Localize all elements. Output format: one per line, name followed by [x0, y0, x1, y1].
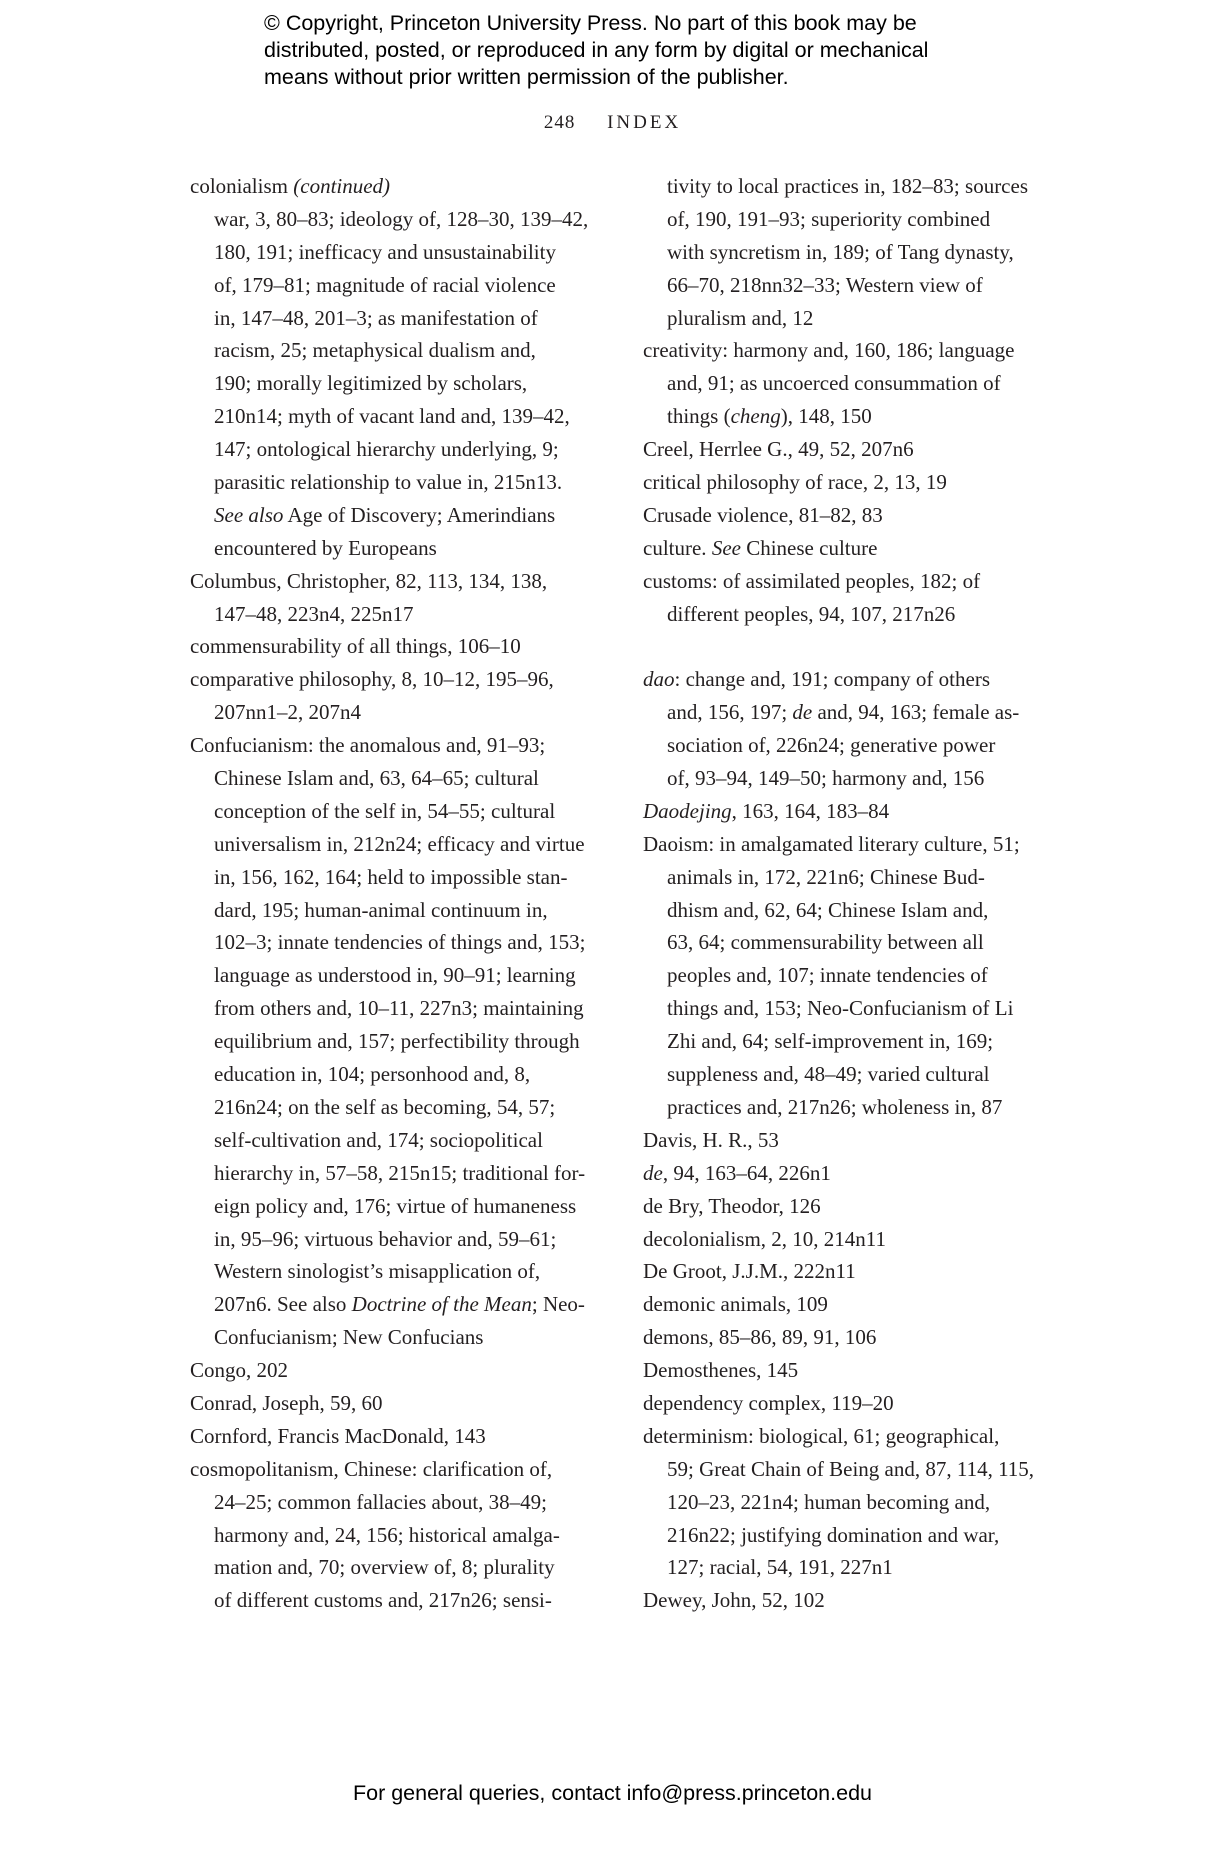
entry-text: 24–25; common fallacies about, 38–49;: [214, 1489, 548, 1514]
index-entry-heading: [643, 1157, 1034, 1190]
entry-text: in, 95–96; virtuous behavior and, 59–61;: [214, 1226, 557, 1251]
index-subentry-line: [643, 1453, 1034, 1486]
italic-text: See also: [214, 502, 284, 527]
index-entry-heading: [643, 663, 1034, 696]
entry-text: dependency complex, 119–20: [643, 1390, 894, 1415]
entry-text: and, 156, 197;: [667, 700, 793, 725]
index-entry-heading: [190, 1420, 588, 1453]
index-entry: [643, 1288, 1034, 1321]
index-subentry-line: [190, 959, 588, 992]
entry-text: parasitic relationship to value in, 215n13.: [214, 470, 563, 495]
index-entry-heading: [643, 334, 1034, 367]
entry-text: Confucianism: the anomalous and, 91–93;: [190, 733, 546, 758]
entry-text: in, 156, 162, 164; held to impossible stan-: [214, 864, 568, 889]
entry-text: 59; Great Chain of Being and, 87, 114, 115,: [667, 1456, 1035, 1481]
entry-text: harmony and, 24, 156; historical amalga-: [214, 1522, 560, 1547]
index-entry: [190, 1387, 588, 1420]
index-entry-heading: [643, 1387, 1034, 1420]
entry-text: Creel, Herrlee G., 49, 52, 207n6: [643, 437, 914, 462]
index-subentry-line: [190, 1321, 588, 1354]
entry-text: and, 94, 163; female as-: [812, 700, 1020, 725]
entry-text: dhism and, 62, 64; Chinese Islam and,: [667, 897, 989, 922]
entry-text: 120–23, 221n4; human becoming and,: [667, 1489, 991, 1514]
entry-text: from others and, 10–11, 227n3; maintaining: [214, 996, 584, 1021]
entry-text: Daoism: in amalgamated literary culture, 51;: [643, 831, 1020, 856]
entry-text: 207n6. See also: [214, 1292, 352, 1317]
index-subentry-line: [190, 861, 588, 894]
index-entry-heading: [190, 1453, 588, 1486]
entry-text: De Groot, J.J.M., 222n11: [643, 1259, 856, 1284]
index-subentry-line: [190, 598, 588, 631]
entry-text: 127; racial, 54, 191, 227n1: [667, 1555, 893, 1580]
index-entry: [643, 1124, 1034, 1157]
index-entry: [190, 565, 588, 631]
index-subentry-line: [190, 1255, 588, 1288]
index-letter-group: [643, 170, 1034, 630]
entry-text: , 163, 164, 183–84: [731, 798, 890, 823]
index-subentry-line: [190, 894, 588, 927]
index-entry: [643, 170, 1034, 334]
italic-text: de: [792, 700, 813, 725]
entry-text: self-cultivation and, 174; sociopolitical: [214, 1127, 543, 1152]
entry-text: language as understood in, 90–91; learning: [214, 963, 576, 988]
entry-text: racism, 25; metaphysical dualism and,: [214, 338, 536, 363]
entry-text: critical philosophy of race, 2, 13, 19: [643, 470, 947, 495]
index-subentry-line: [190, 203, 588, 236]
index-subentry-line: [190, 400, 588, 433]
entry-text: 190; morally legitimized by scholars,: [214, 371, 528, 396]
index-subentry-line: [190, 334, 588, 367]
index-subentry-line: [190, 1288, 588, 1321]
entry-text: customs: of assimilated peoples, 182; of: [643, 568, 981, 593]
index-subentry-line: [190, 1584, 588, 1617]
copyright-line: means without prior written permission of the publisher.: [264, 65, 789, 89]
footer-contact: For general queries, contact info@press.princeton.edu: [352, 1781, 872, 1805]
index-entry: [643, 1584, 1034, 1617]
index-entry-heading: [190, 630, 588, 663]
index-entry-heading: [643, 1420, 1034, 1453]
index-entry: [643, 663, 1034, 795]
index-subentry-line: [643, 762, 1034, 795]
page-number: 248: [543, 112, 576, 133]
index-entry: [643, 795, 1034, 828]
index-subentry-line: [190, 1058, 588, 1091]
index-entry-heading: [643, 532, 1034, 565]
index-entry: [190, 170, 588, 565]
entry-text: 207nn1–2, 207n4: [214, 700, 361, 725]
index-subentry-line: [643, 894, 1034, 927]
entry-text: Confucianism; New Confucians: [214, 1325, 484, 1350]
entry-text: animals in, 172, 221n6; Chinese Bud-: [667, 864, 985, 889]
index-subentry-line: [190, 1091, 588, 1124]
index-subentry-line: [643, 926, 1034, 959]
index-subentry-line: [190, 696, 588, 729]
index-entry: [643, 1420, 1034, 1584]
index-entry: [190, 663, 588, 729]
index-subentry-line: [643, 302, 1034, 335]
index-subentry-line: [190, 236, 588, 269]
index-column-left: [190, 170, 588, 1617]
entry-text: 66–70, 218nn32–33; Western view of: [667, 272, 983, 297]
index-entry-heading: [643, 466, 1034, 499]
index-subentry-line: [190, 1223, 588, 1256]
entry-text: Chinese Islam and, 63, 64–65; cultural: [214, 766, 539, 791]
entry-text: Dewey, John, 52, 102: [643, 1588, 825, 1613]
index-subentry-line: [643, 203, 1034, 236]
index-column-right: [643, 170, 1034, 1617]
index-entry: [643, 1223, 1034, 1256]
index-entry: [643, 1190, 1034, 1223]
index-entry-heading: [190, 1354, 588, 1387]
index-entry: [643, 1321, 1034, 1354]
italic-text: Daodejing: [643, 798, 732, 823]
entry-text: 147; ontological hierarchy underlying, 9;: [214, 437, 559, 462]
index-subentry-line: [643, 269, 1034, 302]
entry-text: eign policy and, 176; virtue of humaneness: [214, 1193, 577, 1218]
running-head: [0, 112, 1225, 134]
index-subentry-line: [643, 236, 1034, 269]
entry-text: Cornford, Francis MacDonald, 143: [190, 1423, 486, 1448]
index-subentry-line: [190, 1551, 588, 1584]
index-entry-heading: [190, 170, 588, 203]
entry-text: Columbus, Christopher, 82, 113, 134, 138,: [190, 568, 548, 593]
entry-text: pluralism and, 12: [667, 305, 814, 330]
entry-text: Conrad, Joseph, 59, 60: [190, 1390, 383, 1415]
index-entry: [643, 1387, 1034, 1420]
index-subentry-line: [643, 1025, 1034, 1058]
index-entry: [643, 1157, 1034, 1190]
entry-text: 102–3; innate tendencies of things and, 153;: [214, 930, 586, 955]
index-subentry-line: [190, 499, 588, 532]
index-subentry-line: [643, 861, 1034, 894]
index-entry-heading: [643, 828, 1034, 861]
index-subentry-line: [190, 1486, 588, 1519]
entry-text: culture.: [643, 535, 712, 560]
entry-text: hierarchy in, 57–58, 215n15; traditional for-: [214, 1160, 586, 1185]
index-subentry-line: [643, 729, 1034, 762]
italic-text: cheng: [730, 404, 781, 429]
entry-text: practices and, 217n26; wholeness in, 87: [667, 1094, 1003, 1119]
index-entry-heading: [643, 795, 1034, 828]
entry-text: mation and, 70; overview of, 8; plurality: [214, 1555, 555, 1580]
entry-text: demons, 85–86, 89, 91, 106: [643, 1325, 877, 1350]
section-title: INDEX: [607, 112, 682, 133]
index-entry-heading: [643, 1321, 1034, 1354]
italic-text: de: [643, 1160, 663, 1185]
copyright-line: © Copyright, Princeton University Press. No part of this book may be: [264, 11, 917, 35]
index-entry: [190, 630, 588, 663]
index-subentry-line: [190, 1190, 588, 1223]
index-subentry-line: [190, 1157, 588, 1190]
index-subentry-line: [643, 1519, 1034, 1552]
italic-text: See: [711, 535, 741, 560]
entry-text: Age of Discovery; Amerindians: [283, 502, 556, 527]
index-entry: [190, 1453, 588, 1617]
index-entry: [643, 828, 1034, 1124]
entry-text: tivity to local practices in, 182–83; sources: [667, 174, 1028, 198]
index-subentry-line: [190, 433, 588, 466]
index-subentry-line: [190, 926, 588, 959]
entry-text: with syncretism in, 189; of Tang dynasty,: [667, 239, 1014, 264]
index-entry-heading: [643, 1584, 1034, 1617]
index-entry-heading: [643, 433, 1034, 466]
entry-text: sociation of, 226n24; generative power: [667, 733, 996, 758]
index-entry: [643, 433, 1034, 466]
index-subentry-line: [643, 400, 1034, 433]
entry-text: comparative philosophy, 8, 10–12, 195–96,: [190, 667, 554, 692]
index-entry-heading: [643, 1190, 1034, 1223]
index-entry: [643, 334, 1034, 433]
entry-text: universalism in, 212n24; efficacy and virtue: [214, 831, 585, 856]
entry-text: suppleness and, 48–49; varied cultural: [667, 1062, 990, 1087]
index-letter-group: [190, 170, 588, 1617]
index-entry: [643, 1354, 1034, 1387]
entry-text: Chinese culture: [740, 535, 878, 560]
entry-text: of different customs and, 217n26; sensi-: [214, 1588, 552, 1613]
entry-text: : change and, 191; company of others: [674, 667, 990, 692]
index-subentry-line: [190, 367, 588, 400]
entry-text: Demosthenes, 145: [643, 1358, 799, 1383]
index-subentry-line: [190, 1519, 588, 1552]
index-entry-heading: [643, 1354, 1034, 1387]
entry-text: and, 91; as uncoerced consummation of: [667, 371, 1001, 396]
entry-text: 63, 64; commensurability between all: [667, 930, 984, 955]
index-subentry-line: [643, 367, 1034, 400]
entry-text: Crusade violence, 81–82, 83: [643, 502, 883, 527]
entry-text: war, 3, 80–83; ideology of, 128–30, 139–42,: [214, 206, 589, 231]
entry-text: conception of the self in, 54–55; cultural: [214, 798, 556, 823]
index-entry-heading: [643, 1288, 1034, 1321]
index-subentry-line: [190, 795, 588, 828]
entry-text: 216n22; justifying domination and war,: [667, 1522, 1000, 1547]
entry-text: Zhi and, 64; self-improvement in, 169;: [667, 1029, 994, 1054]
entry-text: colonialism: [190, 174, 294, 198]
entry-text: demonic animals, 109: [643, 1292, 828, 1317]
index-subentry-line: [643, 170, 1034, 203]
index-subentry-line: [190, 302, 588, 335]
index-subentry-line: [190, 269, 588, 302]
entry-text: of, 190, 191–93; superiority combined: [667, 206, 991, 231]
index-subentry-line: [643, 1091, 1034, 1124]
index-entry-heading: [643, 565, 1034, 598]
index-subentry-line: [643, 959, 1034, 992]
italic-text: (continued): [293, 174, 391, 198]
index-letter-group: [643, 663, 1034, 1617]
index-subentry-line: [643, 1551, 1034, 1584]
index-subentry-line: [643, 598, 1034, 631]
entry-text: Western sinologist’s misapplication of,: [214, 1259, 541, 1284]
index-entry-heading: [643, 1223, 1034, 1256]
entry-text: of, 179–81; magnitude of racial violence: [214, 272, 556, 297]
index-subentry-line: [190, 992, 588, 1025]
index-entry-heading: [643, 499, 1034, 532]
index-subentry-line: [190, 466, 588, 499]
index-subentry-line: [190, 532, 588, 565]
entry-text: encountered by Europeans: [214, 535, 437, 560]
index-entry: [190, 1420, 588, 1453]
entry-text: dard, 195; human-animal continuum in,: [214, 897, 548, 922]
index-entry-heading: [643, 1124, 1034, 1157]
entry-text: different peoples, 94, 107, 217n26: [667, 601, 956, 626]
index-entry: [643, 499, 1034, 532]
italic-text: Doctrine of the Mean: [351, 1292, 532, 1317]
index-entry: [643, 565, 1034, 631]
index-subentry-line: [643, 1058, 1034, 1091]
entry-text: Davis, H. R., 53: [643, 1127, 779, 1152]
entry-text: cosmopolitanism, Chinese: clarification of,: [190, 1456, 553, 1481]
entry-text: creativity: harmony and, 160, 186; language: [643, 338, 1015, 363]
entry-text: , 94, 163–64, 226n1: [662, 1160, 831, 1185]
entry-text: things (: [667, 404, 731, 429]
index-entry: [643, 1255, 1034, 1288]
entry-text: of, 93–94, 149–50; harmony and, 156: [667, 766, 985, 791]
index-entry-heading: [190, 663, 588, 696]
index-entry: [190, 729, 588, 1354]
entry-text: ; Neo-: [531, 1292, 585, 1317]
index-entry: [643, 466, 1034, 499]
entry-text: 210n14; myth of vacant land and, 139–42,: [214, 404, 570, 429]
entry-text: determinism: biological, 61; geographical,: [643, 1423, 1000, 1448]
entry-text: de Bry, Theodor, 126: [643, 1193, 821, 1218]
index-entry-heading: [643, 1255, 1034, 1288]
entry-text: commensurability of all things, 106–10: [190, 634, 521, 659]
index-entry-heading: [190, 729, 588, 762]
entry-text: things and, 153; Neo-Confucianism of Li: [667, 996, 1014, 1021]
entry-text: decolonialism, 2, 10, 214n11: [643, 1226, 887, 1251]
index-entry: [190, 1354, 588, 1387]
index-subentry-line: [190, 1124, 588, 1157]
entry-text: 180, 191; inefficacy and unsustainability: [214, 239, 556, 264]
entry-text: in, 147–48, 201–3; as manifestation of: [214, 305, 538, 330]
index-subentry-line: [190, 1025, 588, 1058]
italic-text: dao: [643, 667, 675, 692]
entry-text: 216n24; on the self as becoming, 54, 57;: [214, 1094, 556, 1119]
index-subentry-line: [190, 762, 588, 795]
index-subentry-line: [190, 828, 588, 861]
entry-text: peoples and, 107; innate tendencies of: [667, 963, 988, 988]
entry-text: 147–48, 223n4, 225n17: [214, 601, 414, 626]
copyright-notice: [264, 10, 928, 91]
index-subentry-line: [643, 1486, 1034, 1519]
entry-text: equilibrium and, 157; perfectibility through: [214, 1029, 580, 1054]
index-entry-heading: [190, 565, 588, 598]
entry-text: Congo, 202: [190, 1358, 289, 1383]
entry-text: education in, 104; personhood and, 8,: [214, 1062, 531, 1087]
index-entry: [643, 532, 1034, 565]
index-entry-heading: [190, 1387, 588, 1420]
index-subentry-line: [643, 696, 1034, 729]
entry-text: ), 148, 150: [780, 404, 872, 429]
index-subentry-line: [643, 992, 1034, 1025]
copyright-line: distributed, posted, or reproduced in any form by digital or mechanical: [264, 38, 929, 62]
